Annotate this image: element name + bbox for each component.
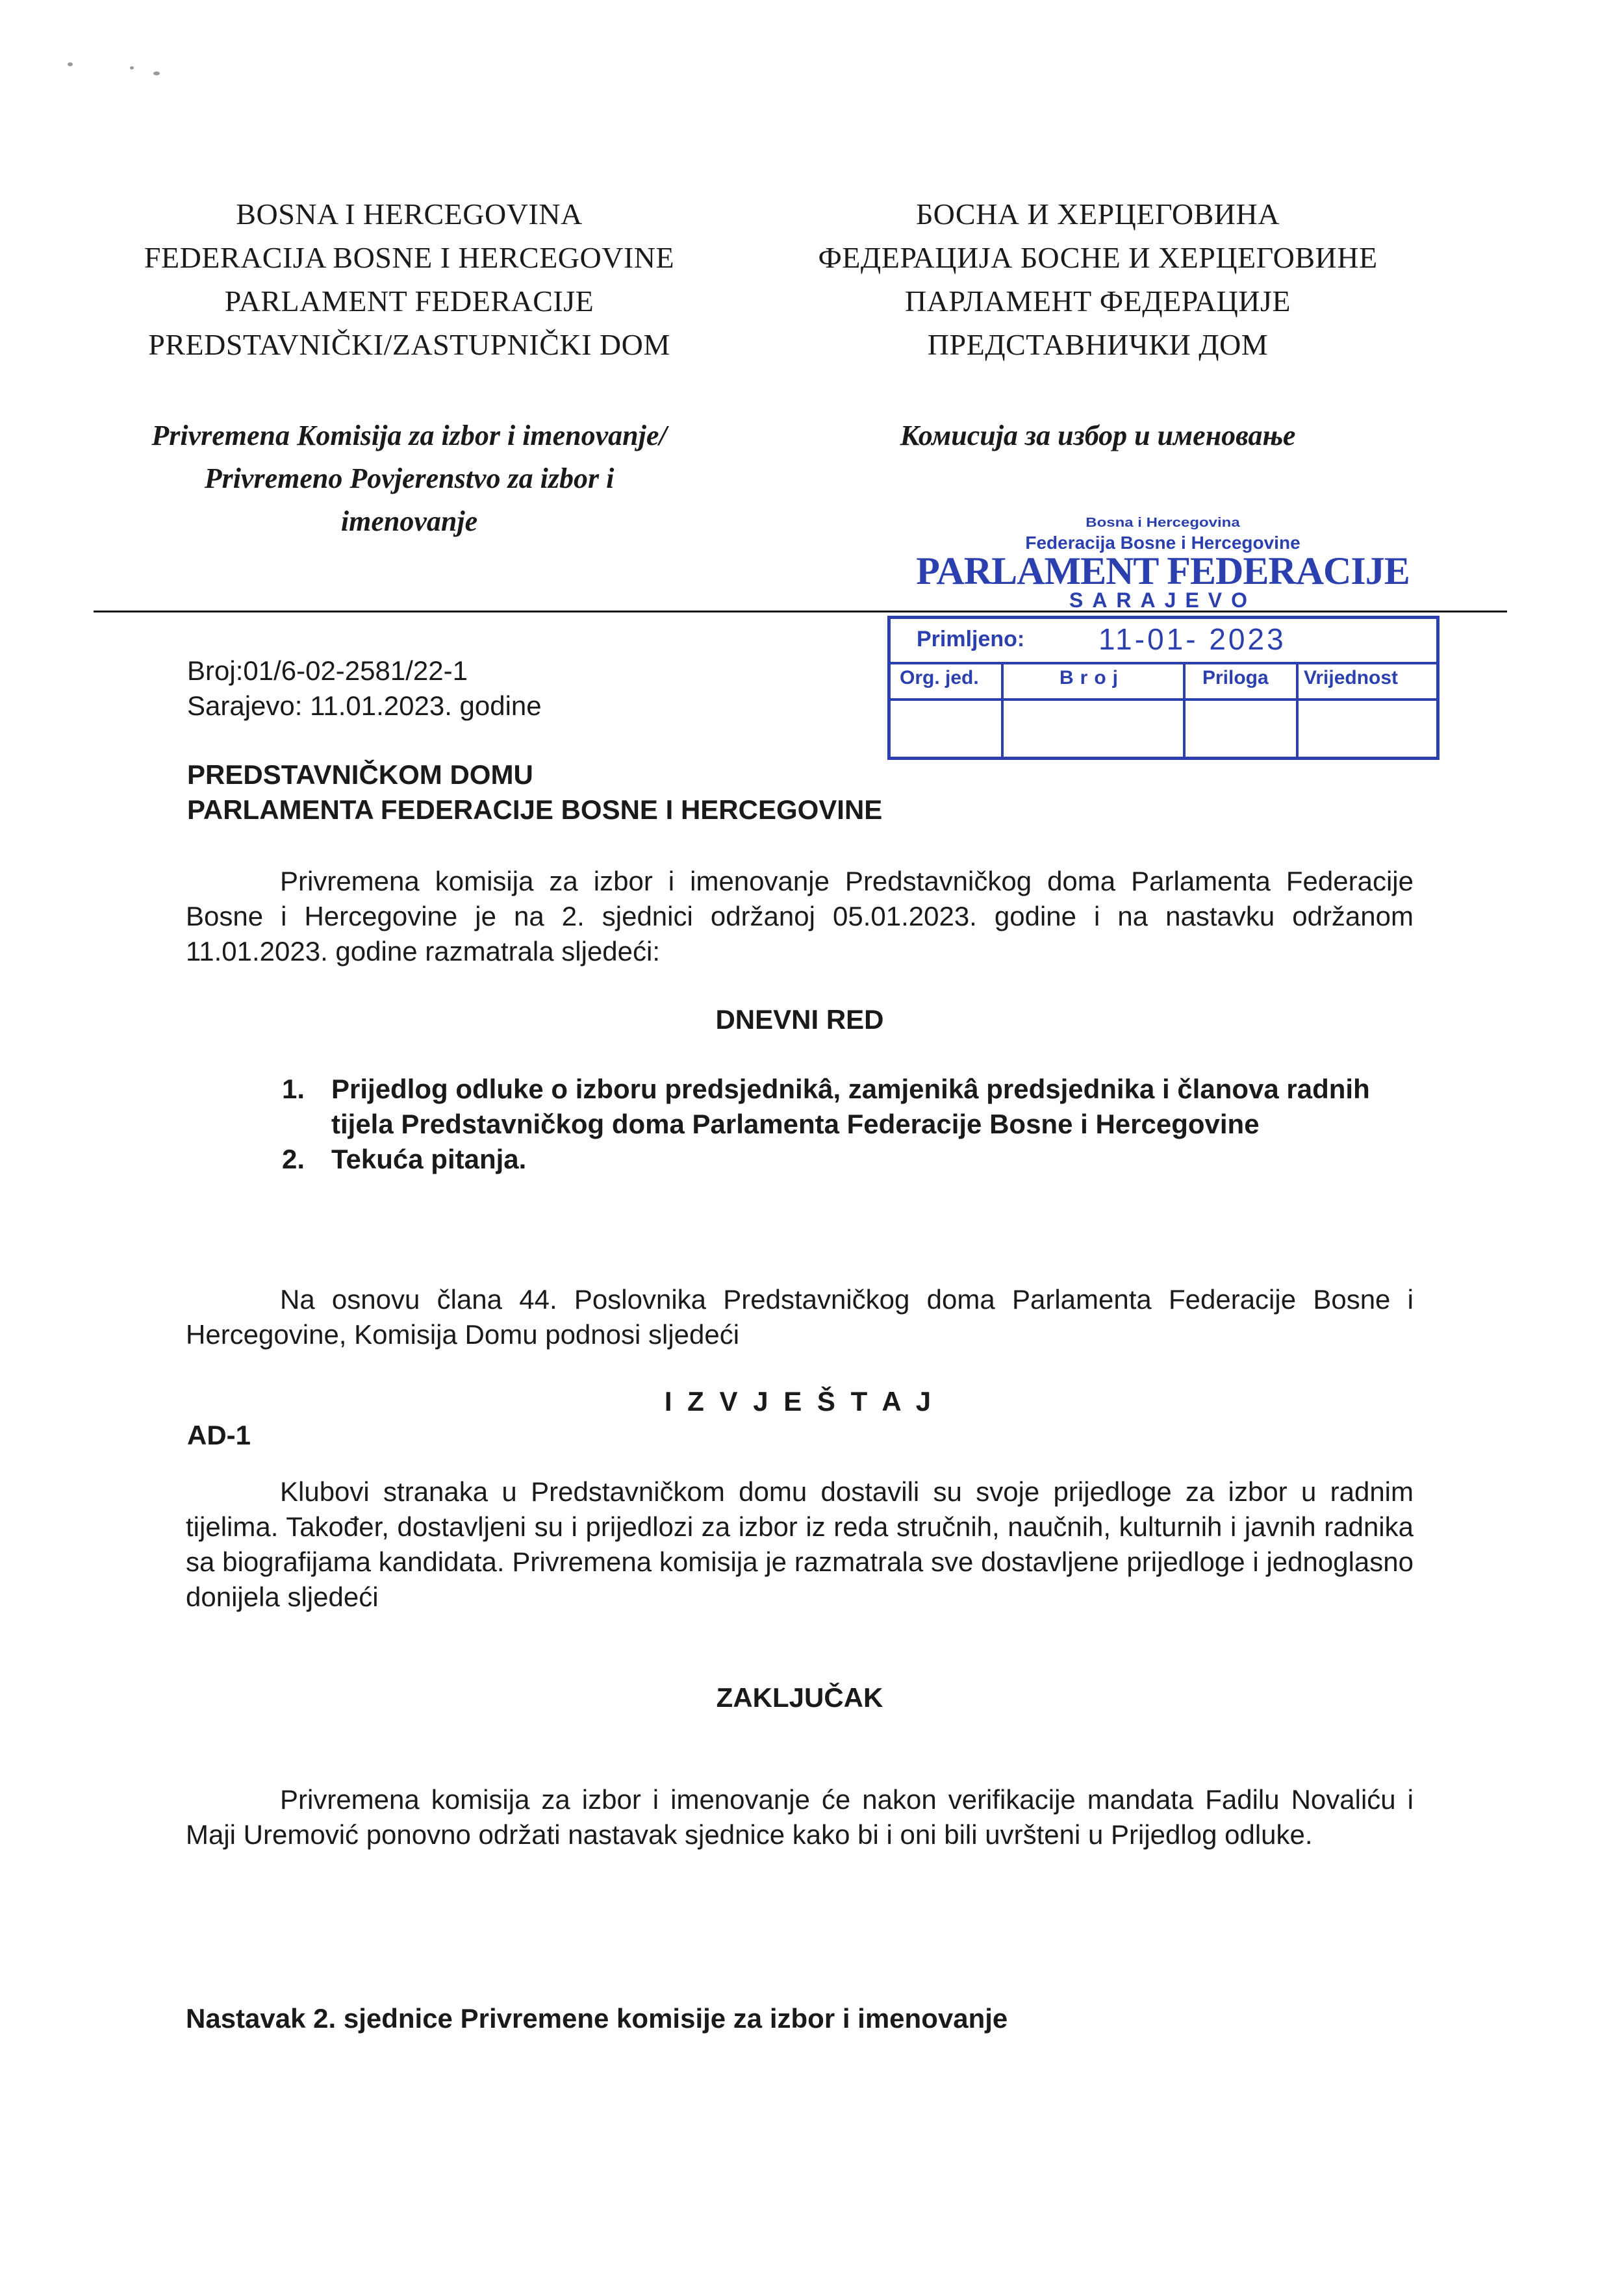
addressee-line: PREDSTAVNIČKOM DOMU xyxy=(187,759,533,790)
agenda-item xyxy=(282,1072,1425,1142)
header-latin xyxy=(84,192,734,366)
stamp-divider xyxy=(1183,662,1186,757)
header-cyrillic-line: БОСНА И ХЕРЦЕГОВИНА xyxy=(916,197,1280,231)
report-title: I Z V J E Š T A J xyxy=(664,1386,935,1417)
commission-line: imenovanje xyxy=(340,505,478,537)
stamp-parliament: PARLAMENT FEDERACIJE xyxy=(916,549,1410,592)
intro-paragraph: Privremena komisija za izbor i imenovanje Predstavničkog doma Parlamenta Federacije Bosne i Hercegovine je na 2. sjednici održanoj 05.01.2023. godine i na nastavku održanom 11.01.2023. godine razmatrala sljedeći: xyxy=(186,866,1414,966)
stamp-divider xyxy=(1296,662,1299,757)
header-latin-line: FEDERACIJA BOSNE I HERCEGOVINE xyxy=(144,241,675,274)
stamp-col-attachments: Priloga xyxy=(1202,667,1269,688)
header-latin-line: PREDSTAVNIČKI/ZASTUPNIČKI DOM xyxy=(148,328,670,361)
agenda-item xyxy=(282,1142,1425,1177)
stamp-received-row xyxy=(891,619,1436,664)
stamp-received-label: Primljeno: xyxy=(917,627,1025,651)
header-latin-line: PARLAMENT FEDERACIJE xyxy=(224,284,594,318)
header-cyrillic-line: ПАРЛАМЕНТ ФЕДЕРАЦИЈЕ xyxy=(904,284,1291,318)
commission-line: Комисија за избор и именовање xyxy=(900,420,1296,451)
ad-label: AD-1 xyxy=(187,1420,251,1450)
stamp-federation: Federacija Bosne i Hercegovine xyxy=(1025,533,1300,553)
agenda-list xyxy=(282,1072,1425,1177)
header-divider xyxy=(94,611,1507,612)
scan-speck xyxy=(68,62,73,66)
basis-paragraph: Na osnovu člana 44. Poslovnika Predstavničkog doma Parlamenta Federacije Bosne i Hercegovine, Komisija Domu podnosi sljedeći xyxy=(186,1284,1414,1350)
reference-number: Broj:01/6-02-2581/22-1 xyxy=(187,655,468,686)
addressee-line: PARLAMENTA FEDERACIJE BOSNE I HERCEGOVINE xyxy=(187,794,883,825)
conclusion-paragraph: Privremena komisija za izbor i imenovanje će nakon verifikacije mandata Fadilu Novaliću i Maji Uremović ponovno održati nastavak sjednice kako bi i oni bili uvršteni u Prijedlog odluke. xyxy=(186,1784,1414,1850)
stamp-col-org: Org. jed. xyxy=(900,667,979,688)
stamp-col-value: Vrijednost xyxy=(1304,667,1399,688)
stamp-divider xyxy=(1001,662,1004,757)
reference-place-date: Sarajevo: 11.01.2023. godine xyxy=(187,690,542,721)
agenda-item-text: Tekuća pitanja. xyxy=(331,1144,527,1174)
commission-line: Privremeno Povjerenstvo za izbor i xyxy=(204,462,615,494)
receipt-stamp xyxy=(883,513,1442,688)
stamp-city: SARAJEVO xyxy=(1069,588,1257,612)
agenda-item-number: 2. xyxy=(282,1144,305,1174)
stamp-col-number: Broj xyxy=(1059,667,1124,688)
agenda-item-number: 1. xyxy=(282,1074,305,1104)
stamp-grid xyxy=(887,616,1440,760)
header-cyrillic-line: ПРЕДСТАВНИЧКИ ДОМ xyxy=(927,328,1269,361)
commission-name-cyrillic xyxy=(773,414,1423,457)
header-cyrillic xyxy=(773,192,1423,366)
addressee xyxy=(187,757,882,827)
header-latin-line: BOSNA I HERCEGOVINA xyxy=(236,197,583,231)
header-cyrillic-line: ФЕДЕРАЦИЈА БОСНЕ И ХЕРЦЕГОВИНЕ xyxy=(818,241,1378,274)
agenda-item-text: Prijedlog odluke o izboru predsjednikâ, zamjenikâ predsjednika i članova radnih tijela Predstavničkog doma Parlamenta Federacije Bosne i Hercegovine xyxy=(331,1074,1370,1139)
scan-speck xyxy=(130,66,134,69)
agenda-title: DNEVNI RED xyxy=(715,1004,884,1035)
report-paragraph: Klubovi stranaka u Predstavničkom domu dostavili su svoje prijedloge za izbor u radnim tijelima. Također, dostavljeni su i prijedlozi za izbor iz reda stručnih, naučnih, kulturnih i javnih radnika sa biografijama kandidata. Privremena komisija je razmatrala sve dostavljene prijedloge i jednoglasno donijela sljedeći xyxy=(186,1476,1414,1612)
commission-name-latin xyxy=(84,414,734,543)
session-continuation-heading: Nastavak 2. sjednice Privremene komisije za izbor i imenovanje xyxy=(186,2003,1008,2034)
conclusion-title: ZAKLJUČAK xyxy=(716,1682,883,1713)
stamp-received-date: 11-01- 2023 xyxy=(1098,622,1286,656)
stamp-country: Bosna i Hercegovina xyxy=(1085,515,1240,531)
scan-speck xyxy=(153,71,160,75)
commission-line: Privremena Komisija za izbor i imenovanje/ xyxy=(151,420,667,451)
